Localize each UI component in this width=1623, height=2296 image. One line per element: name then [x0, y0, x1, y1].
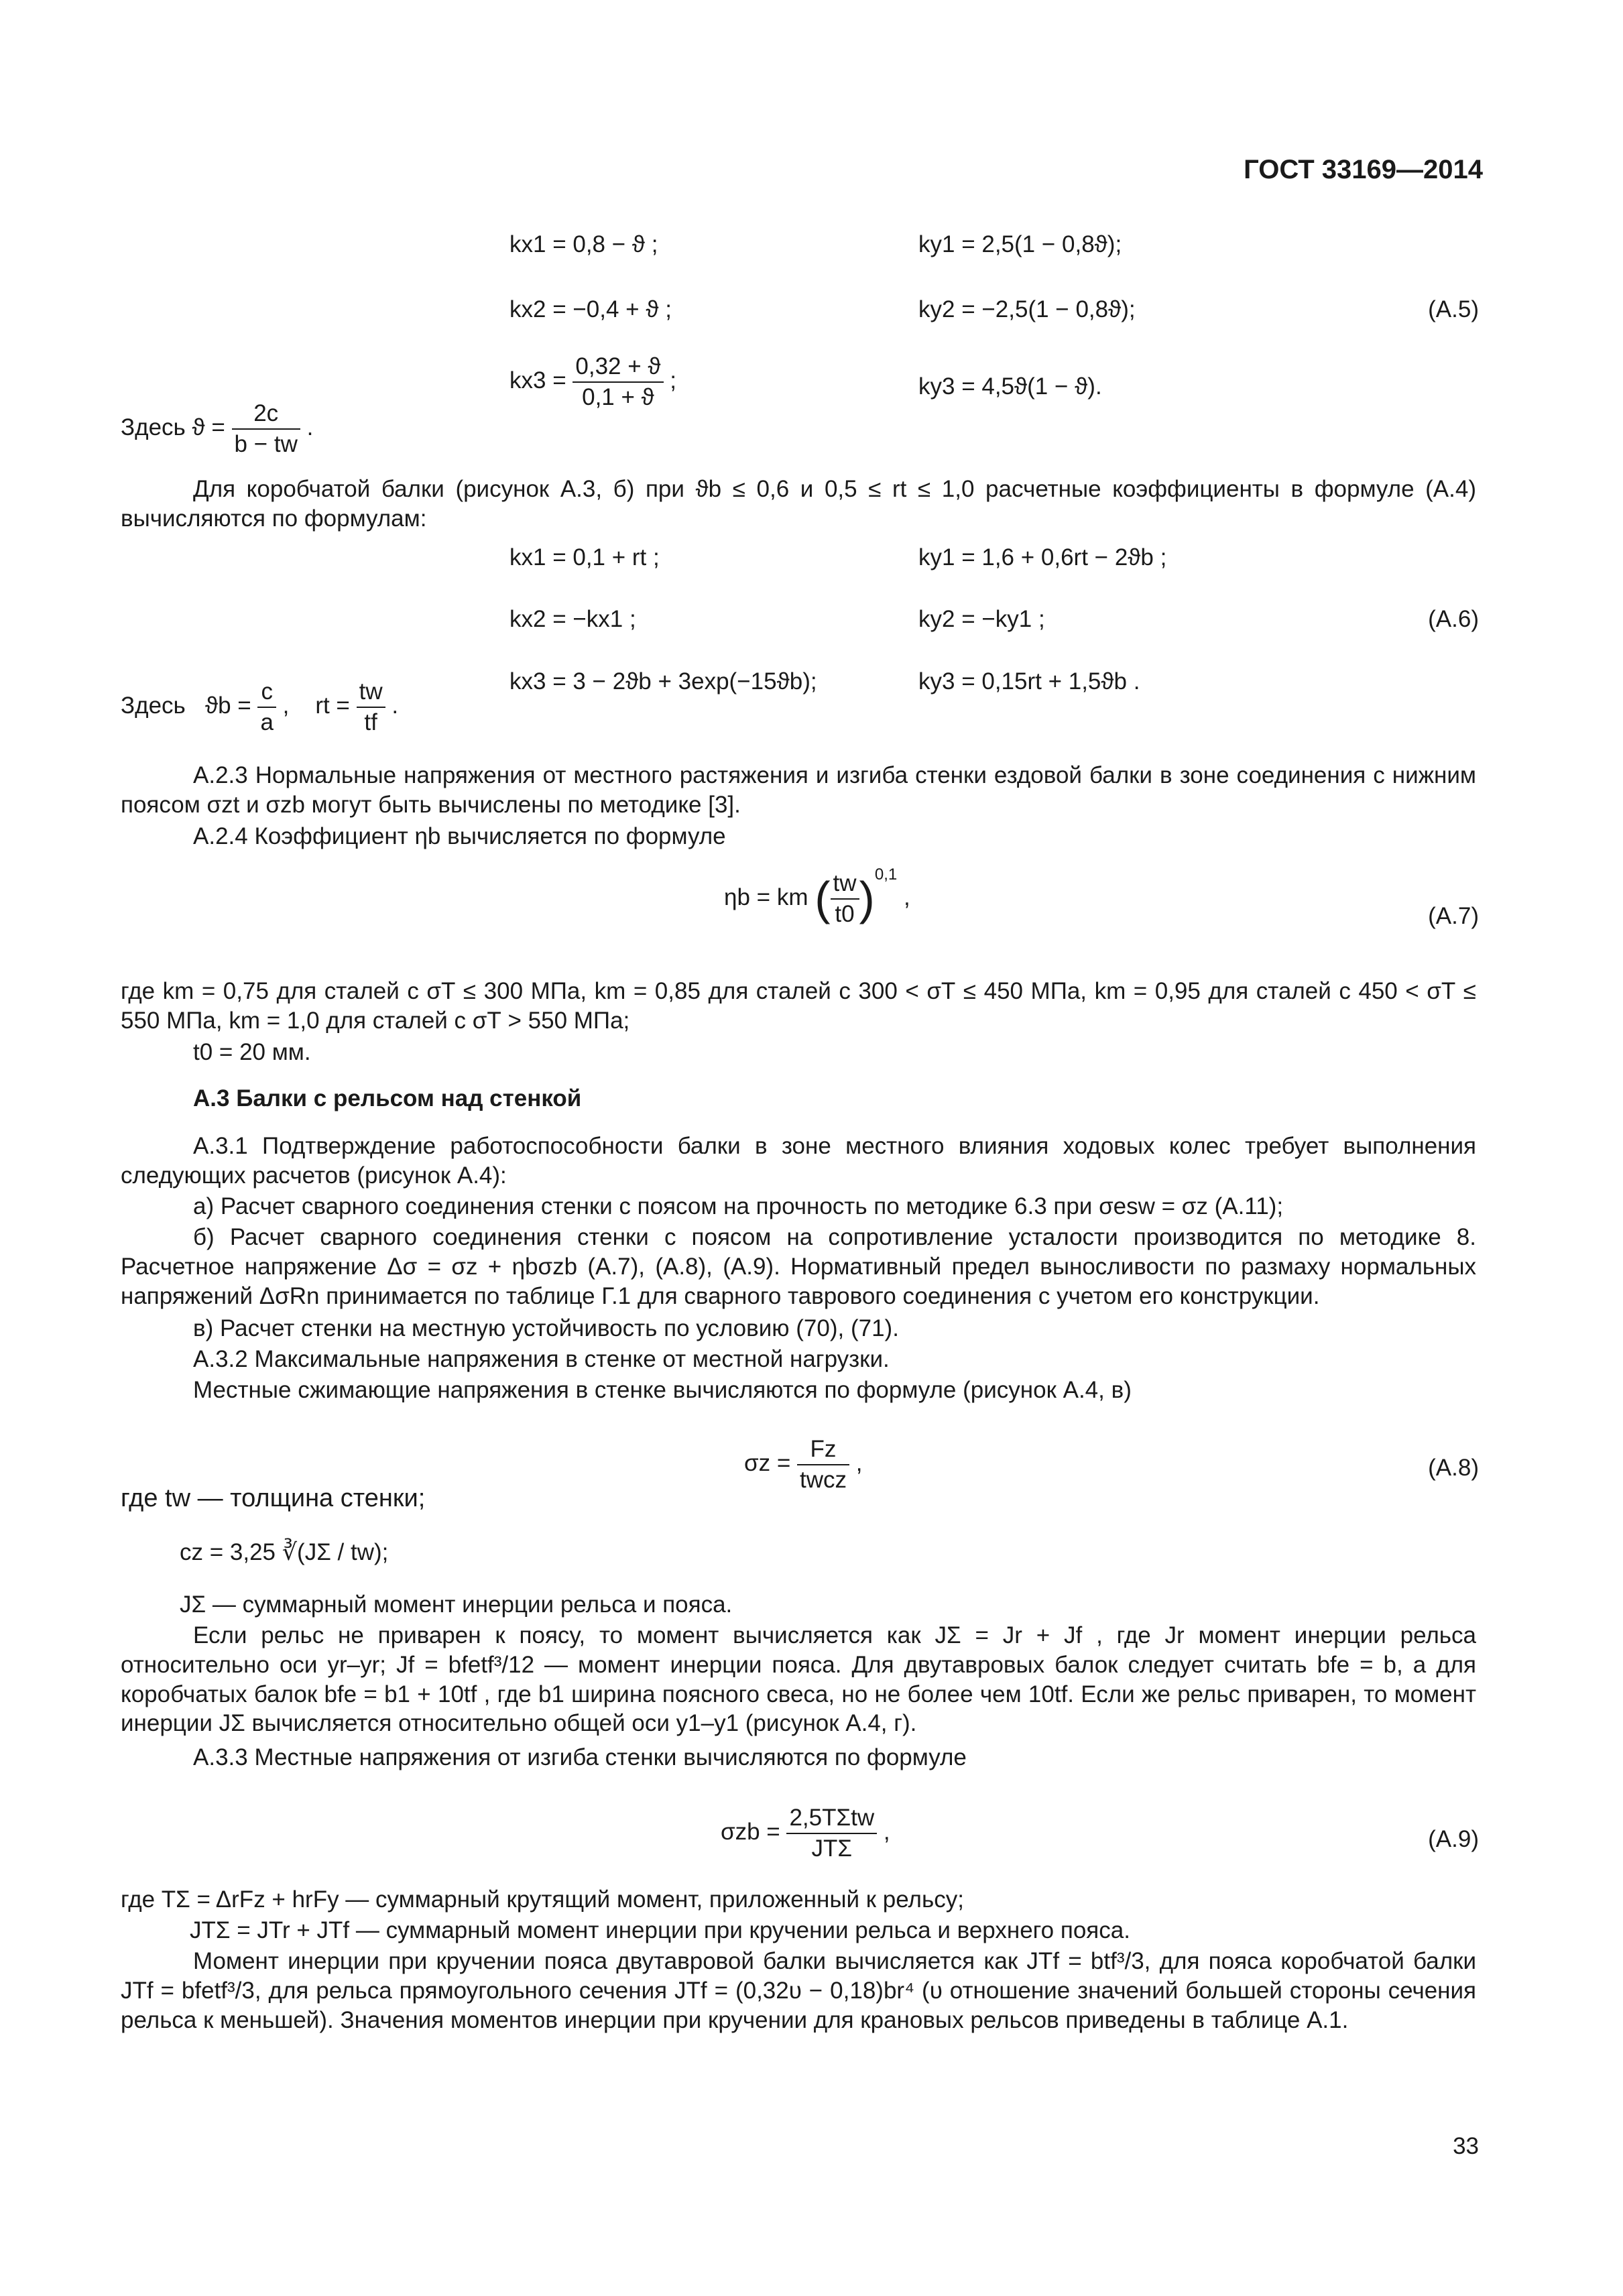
list-item-b: б) Расчет сварного соединения стенки с поясом на сопротивление усталости производится по методике 8. Расчетное напряжение Δσ = σz + ηbσzb (А.7), (А.8), (А.9). Нормативный предел выносливости по размаху нормальных напряжений ΔσRn принимается по таблице Г.1 для сварного таврового соединения с учетом его конструкции. — [121, 1224, 1476, 1309]
fraction-theta: $\frac{2c}{b - tw}$ — [232, 399, 300, 459]
section-heading-a3: А.3 Балки с рельсом над стенкой — [193, 1085, 582, 1111]
fraction-kx3: $\frac{0,32 + ϑ}{0,1 + ϑ}$ — [573, 352, 663, 412]
paragraph-a24: А.2.4 Коэффициент ηb вычисляется по формуле — [193, 823, 726, 849]
formula-a6-ky2: ky2 = −ky1 ; — [918, 606, 1045, 632]
tsigma-definition: где TΣ = ΔrFz + hrFy — суммарный крутящий момент, приложенный к рельсу; — [121, 1886, 964, 1913]
definition-theta: Здесь ϑ = $\frac{2c}{b - tw}$ . — [121, 399, 313, 459]
paragraph-a32: А.3.2 Максимальные напряжения в стенке от местной нагрузки. — [193, 1346, 890, 1372]
equation-number-a8: (А.8) — [1428, 1455, 1479, 1481]
equation-number-a7: (А.7) — [1428, 903, 1479, 929]
jtsigma-definition: JTΣ = JTr + JTf — суммарный момент инерции при кручении рельса и верхнего пояса. — [190, 1917, 1130, 1943]
fraction-rt: $\frac{tw}{tf}$ — [357, 677, 385, 737]
paragraph-a33: А.3.3 Местные напряжения от изгиба стенки вычисляются по формуле — [193, 1744, 967, 1770]
formula-kx3: kx3 = $\frac{0,32 + ϑ}{0,1 + ϑ}$ ; — [509, 352, 676, 412]
paragraph-km-definition: где km = 0,75 для сталей с σТ ≤ 300 МПа, km = 0,85 для сталей с 300 < σТ ≤ 450 МПа, km = 0,95 для сталей с 450 < σТ ≤ 550 МПа, km = 1,0 для сталей с σТ > 550 МПа; — [121, 978, 1476, 1034]
paragraph-torsion-moment: Момент инерции при кручении пояса двутавровой балки вычисляется как JTf = btf³/3, для пояса коробчатой балки JTf = bfetf³/3, для рельса прямоугольного сечения JTf = (0,32υ − 0,18)br⁴ (υ отношение значений большей стороны сечения рельса к меньшей). Значения моментов инерции при кручении для крановых рельсов приведены в таблице А.1. — [121, 1948, 1476, 2033]
formula-a6-kx3: kx3 = 3 − 2ϑb + 3exp(−15ϑb); — [509, 668, 817, 694]
fraction-a9: $\frac{\text{2,5TΣtw}}{\text{JTΣ}}$ — [786, 1803, 877, 1864]
jsigma-definition: JΣ — суммарный момент инерции рельса и пояса. — [180, 1591, 733, 1618]
paragraph-local-stress: Местные сжимающие напряжения в стенке вычисляются по формуле (рисунок А.4, в) — [193, 1377, 1132, 1403]
formula-a6-ky1: ky1 = 1,6 + 0,6rt − 2ϑb ; — [918, 544, 1167, 570]
formula-ky2: ky2 = −2,5(1 − 0,8ϑ); — [918, 296, 1136, 322]
formula-kx1: kx1 = 0,8 − ϑ ; — [509, 231, 658, 257]
paragraph-box-girder: Для коробчатой балки (рисунок А.3, б) при ϑb ≤ 0,6 и 0,5 ≤ rt ≤ 1,0 расчетные коэффициенты в формуле (А.4) вычисляются по формулам: — [121, 476, 1476, 532]
list-item-v: в) Расчет стенки на местную устойчивость по условию (70), (71). — [193, 1315, 899, 1341]
page-number: 33 — [1453, 2133, 1479, 2159]
equation-number-a9: (А.9) — [1428, 1826, 1479, 1852]
equation-number-a6: (А.6) — [1428, 606, 1479, 632]
paragraph-a23: А.2.3 Нормальные напряжения от местного растяжения и изгиба стенки ездовой балки в зоне соединения с нижним поясом σzt и σzb могут быть вычислены по методике [3]. — [121, 762, 1476, 818]
formula-kx2: kx2 = −0,4 + ϑ ; — [509, 296, 672, 322]
equation-number-a5: (А.5) — [1428, 296, 1479, 322]
fraction-theta-b: $\frac{c}{a}$ — [257, 677, 276, 737]
tw-definition: где tw — толщина стенки; — [121, 1484, 426, 1512]
paragraph-a31: А.3.1 Подтверждение работоспособности балки в зоне местного влияния ходовых колес требует выполнения следующих расчетов (рисунок А.4): — [121, 1133, 1476, 1189]
formula-a6-ky3: ky3 = 0,15rt + 1,5ϑb . — [918, 668, 1140, 694]
formula-a7: ηb = km ( $\frac{tw}{t0}$ )$^{0,1}$ , — [724, 865, 910, 929]
document-code: ГОСТ 33169—2014 — [1244, 155, 1483, 184]
formula-a6-kx1: kx1 = 0,1 + rt ; — [509, 544, 660, 570]
definition-theta-rt: Здесь ϑb = $\frac{c}{a}$ , rt = $\frac{tw}{tf}$ . — [121, 677, 398, 737]
cz-formula: cz = 3,25 ∛(JΣ / tw); — [180, 1539, 389, 1565]
fraction-tw-t0: $\frac{tw}{t0}$ — [831, 869, 859, 929]
formula-a6-kx2: kx2 = −kx1 ; — [509, 606, 636, 632]
list-item-a: а) Расчет сварного соединения стенки с поясом на прочность по методике 6.3 при σesw = σz (А.11); — [193, 1193, 1284, 1219]
formula-ky3: ky3 = 4,5ϑ(1 − ϑ). — [918, 373, 1102, 400]
fraction-fz-twcz: $\frac{Fz}{\text{twcz}}$ — [797, 1435, 849, 1495]
formula-a8: σz = $\frac{Fz}{\text{twcz}}$ , — [744, 1435, 862, 1495]
formula-ky1: ky1 = 2,5(1 − 0,8ϑ); — [918, 231, 1122, 257]
t0-definition: t0 = 20 мм. — [193, 1039, 311, 1065]
paragraph-rail-moment: Если рельс не приварен к поясу, то момент вычисляется как JΣ = Jr + Jf , где Jr момент инерции рельса относительно оси yr–yr; Jf = bfetf³/12 — момент инерции пояса. Для двутавровых балок следует считать bfe = b, а для коробчатых балок bfe = b1 + 10tf , где b1 ширина поясного свеса, но не более чем 10tf. Если же рельс приварен, то момент инерции JΣ вычисляется относительно общей оси y1–y1 (рисунок А.4, г). — [121, 1622, 1476, 1737]
formula-a9: σzb = $\frac{\text{2,5TΣtw}}{\text{JTΣ}}$ , — [721, 1803, 890, 1864]
